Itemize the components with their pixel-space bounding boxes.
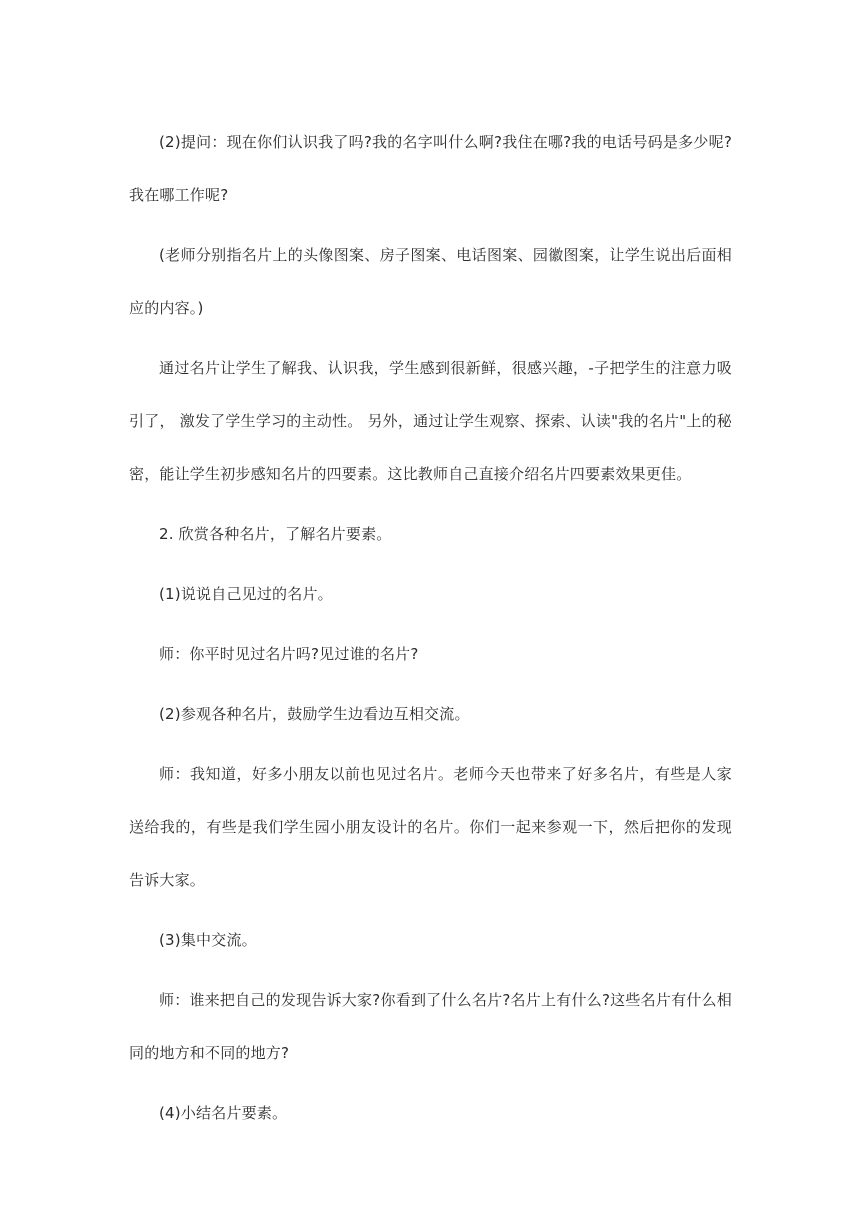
- paragraph-teacher-note: (老师分别指名片上的头像图案、房子图案、电话图案、园徽图案，让学生说出后面相应的内容。): [129, 246, 732, 317]
- paragraph-teacher-intro: 师：我知道，好多小朋友以前也见过名片。老师今天也带来了好多名片，有些是人家送给我的，有些是我们学生园小朋友设计的名片。你们一起来参观一下，然后把你的发现告诉大家。: [129, 765, 732, 889]
- paragraph-teacher-discuss: 师：谁来把自己的发现告诉大家?你看到了什么名片?名片上有什么?这些名片有什么相同的地方和不同的地方?: [129, 991, 732, 1062]
- paragraph-teacher-ask: 师：你平时见过名片吗?见过谁的名片?: [159, 645, 419, 663]
- paragraph-question: (2)提问：现在你们认识我了吗?我的名字叫什么啊?我住在哪?我的电话号码是多少呢?我在哪工作呢?: [129, 133, 732, 204]
- paragraph-step-4: (4)小结名片要素。: [159, 1104, 288, 1122]
- paragraph-step-2: (2)参观各种名片，鼓励学生边看边互相交流。: [159, 705, 470, 723]
- section-heading-2: 2. 欣赏各种名片，了解名片要素。: [159, 525, 392, 543]
- paragraph-step-3: (3)集中交流。: [159, 931, 257, 949]
- paragraph-step-1: (1)说说自己见过的名片。: [159, 585, 333, 603]
- paragraph-commentary: 通过名片让学生了解我、认识我，学生感到很新鲜，很感兴趣，-子把学生的注意力吸引了， 激发了学生学习的主动性。 另外，通过让学生观察、探索、认读"我的名片"上的秘密，能让学生初步感知名片的四要素。这比教师自己直接介绍名片四要素效果更佳。: [129, 359, 732, 483]
